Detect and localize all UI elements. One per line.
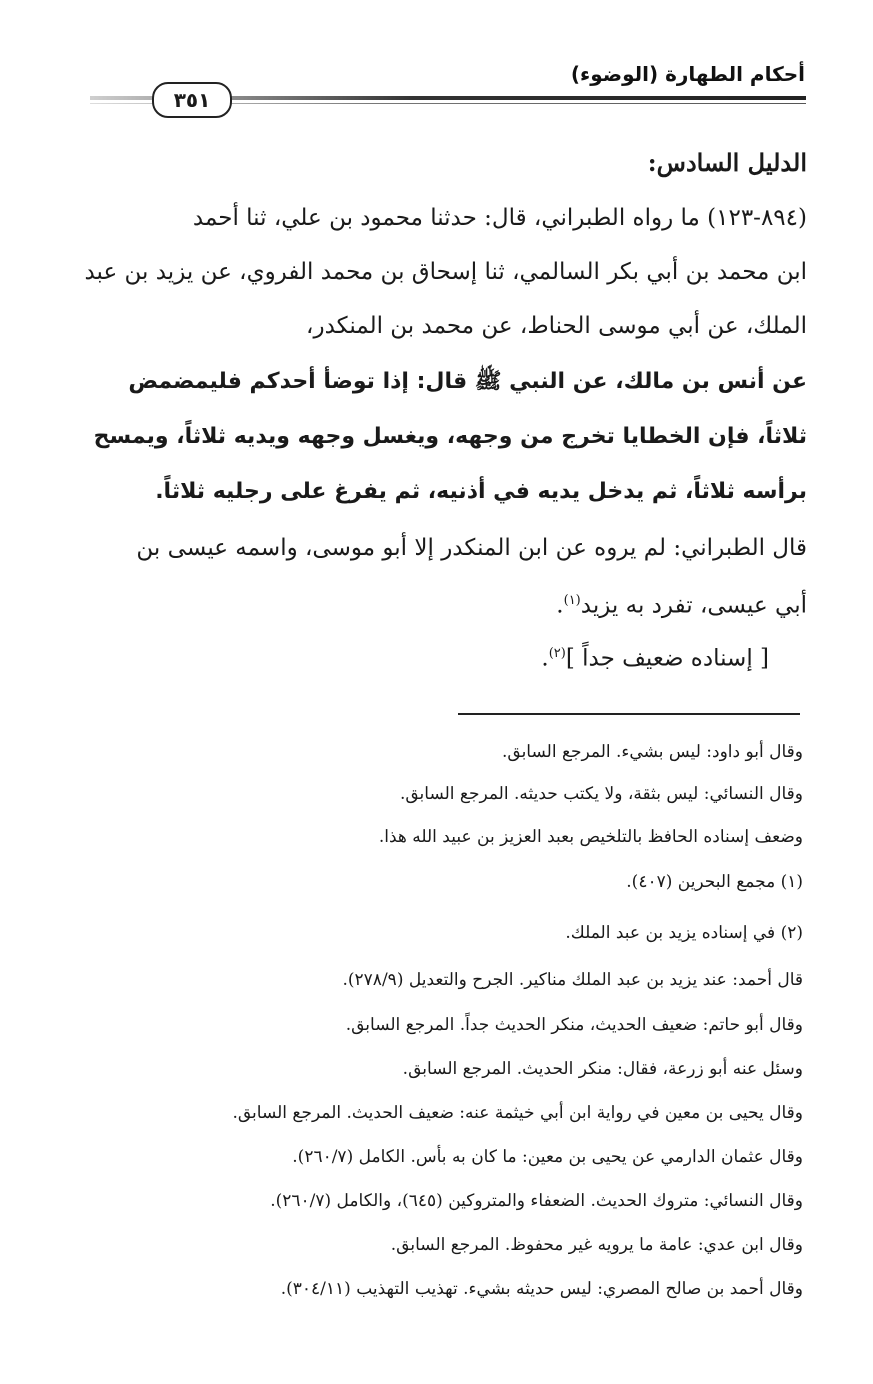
footnote-line: وقال أحمد بن صالح المصري: ليس حديثه بشيء. تهذيب التهذيب (٣٠٤/١١). — [280, 1279, 803, 1299]
section-heading: الدليل السادس: — [647, 148, 807, 177]
hadith-line-3: برأسه ثلاثاً، ثم يدخل يديه في أذنيه، ثم يفرغ على رجليه ثلاثاً. — [155, 479, 807, 504]
footnote-ref-1: (١) — [563, 593, 581, 608]
footnote-line: وقال يحيى بن معين في رواية ابن أبي خيثمة عنه: ضعيف الحديث. المرجع السابق. — [232, 1103, 803, 1123]
hadith-line-2: ثلاثاً، فإن الخطايا تخرج من وجهه، ويغسل وجهه ويديه ثلاثاً، ويمسح — [93, 424, 807, 449]
footnote-line: وقال النسائي: متروك الحديث. الضعفاء والمتروكين (٦٤٥)، والكامل (٢٦٠/٧). — [270, 1191, 803, 1211]
narration-line-3: الملك، عن أبي موسى الحناط، عن محمد بن المنكدر، — [306, 313, 807, 339]
hadith-line-1: عن أنس بن مالك، عن النبي ﷺ قال: إذا توضأ أحدكم فليمضمض — [128, 369, 807, 394]
footnote-ref-2: (٢) — [548, 646, 566, 661]
page-number-badge — [152, 82, 232, 118]
narration-line-2: ابن محمد بن أبي بكر السالمي، ثنا إسحاق بن محمد الفروي، عن يزيد بن عبد — [84, 259, 807, 285]
tabarani-text: أبي عيسى، تفرد به يزيد — [580, 592, 807, 619]
footnote-line: قال أحمد: عند يزيد بن عبد الملك مناكير. الجرح والتعديل (٢٧٨/٩). — [342, 970, 803, 990]
footnote-line: وقال أبو حاتم: ضعيف الحديث، منكر الحديث جداً. المرجع السابق. — [345, 1015, 803, 1035]
narration-line-1: (٨٩٤-١٢٣) ما رواه الطبراني، قال: حدثنا محمود بن علي، ثنا أحمد — [192, 205, 807, 231]
footnote-line: وضعف إسناده الحافظ بالتلخيص بعبد العزيز بن عبيد الله هذا. — [378, 827, 803, 847]
tabarani-line-1: قال الطبراني: لم يروه عن ابن المنكدر إلا أبو موسى، واسمه عيسى بن — [136, 535, 807, 561]
footnote-line: وقال ابن عدي: عامة ما يرويه غير محفوظ. المرجع السابق. — [390, 1235, 803, 1255]
footnote-line: وقال أبو داود: ليس بشيء. المرجع السابق. — [501, 742, 803, 762]
running-title: أحكام الطهارة (الوضوء) — [570, 62, 805, 86]
footnote-line: (١) مجمع البحرين (٤٠٧). — [626, 872, 803, 892]
footnote-line: وقال النسائي: ليس بثقة، ولا يكتب حديثه. المرجع السابق. — [399, 784, 803, 804]
tabarani-line-2: أبي عيسى، تفرد به يزيد$^{(١)}$. — [556, 592, 807, 619]
footnote-line: وقال عثمان الدارمي عن يحيى بن معين: ما كان به بأس. الكامل (٢٦٠/٧). — [292, 1147, 803, 1167]
grading-text: [ إسناده ضعيف جداً ] — [565, 645, 769, 672]
page-number: ٣٥١ — [173, 88, 211, 112]
footnote-divider — [458, 713, 800, 715]
footnote-line: وسئل عنه أبو زرعة، فقال: منكر الحديث. المرجع السابق. — [402, 1059, 803, 1079]
footnote-line: (٢) في إسناده يزيد بن عبد الملك. — [565, 923, 803, 943]
grading-line: [ إسناده ضعيف جداً ]$^{(٢)}$. — [541, 645, 769, 672]
